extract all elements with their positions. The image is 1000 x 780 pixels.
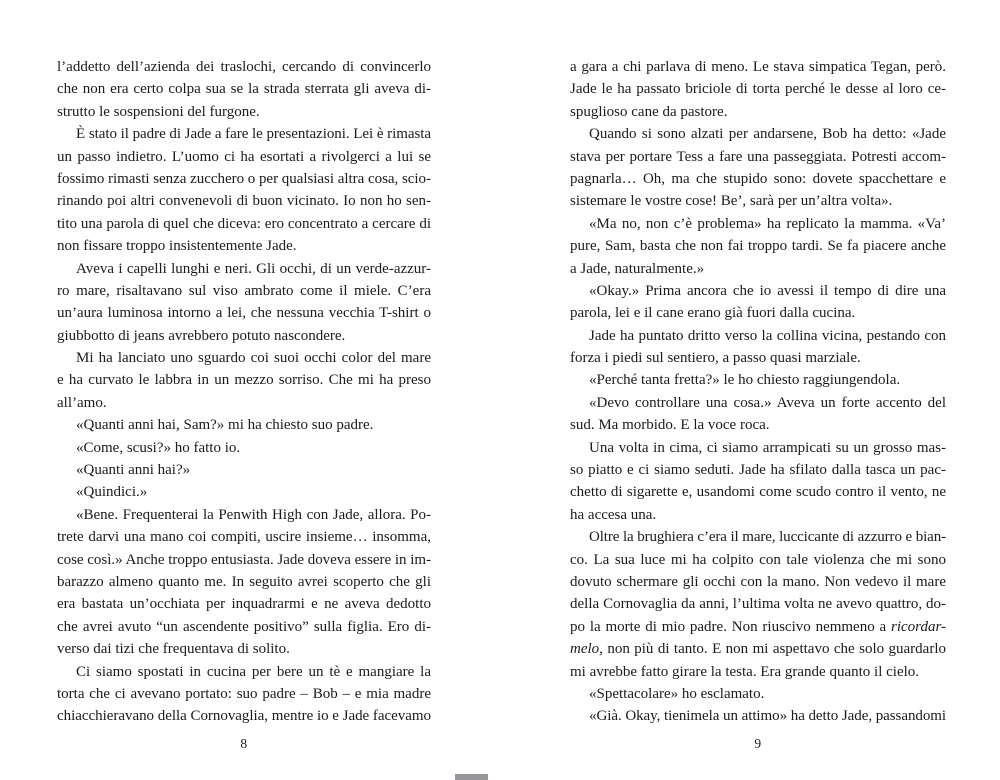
text-line-content: Jade le ha passato briciole di torta perché le desse al loro ce- bbox=[570, 81, 946, 98]
text-line bbox=[57, 638, 431, 660]
text-line bbox=[57, 616, 431, 638]
text-line bbox=[57, 369, 431, 391]
text-line-content: all’amo. bbox=[57, 394, 107, 411]
text-line bbox=[57, 481, 431, 503]
text-line-content: della Cornovaglia da anni, l’ultima volta ne avevo quattro, do- bbox=[570, 596, 946, 613]
text-line bbox=[57, 190, 431, 212]
text-line bbox=[57, 302, 431, 324]
text-line-content: po la morte di mio padre. Non riuscivo nemmeno a ricordar- bbox=[570, 618, 946, 635]
text-line bbox=[570, 571, 946, 593]
text-line-content: È stato il padre di Jade a fare le presentazioni. Lei è rimasta bbox=[76, 126, 431, 143]
text-line bbox=[57, 526, 431, 548]
text-line-content: Oltre la brughiera c’era il mare, luccicante di azzurro e bian- bbox=[589, 529, 946, 546]
text-line-content: chiacchieravano della Cornovaglia, mentre io e Jade facevamo bbox=[57, 708, 431, 725]
text-line bbox=[570, 347, 946, 369]
text-line-content: «Già. Okay, tienimela un attimo» ha detto Jade, passandomi bbox=[589, 708, 947, 725]
text-line-content: chetto di sigarette e, usandomi come scudo contro il vento, ne bbox=[570, 484, 946, 501]
text-line-content: Ci siamo spostati in cucina per bere un tè e mangiare la bbox=[76, 663, 431, 680]
text-line-content: mi avrebbe fatto girare la testa. Era grande quanto il cielo. bbox=[570, 663, 920, 680]
text-line-content: «Spettacolare» ho esclamato. bbox=[589, 685, 765, 702]
text-line-content: non fissare troppo insistentemente Jade. bbox=[57, 238, 297, 255]
text-line-content: barazzo almeno quanto me. In seguito avrei scoperto che gli bbox=[57, 573, 431, 590]
text-line bbox=[57, 325, 431, 347]
text-line-content: strutto le sospensioni del furgone. bbox=[57, 103, 260, 120]
text-line bbox=[570, 190, 946, 212]
text-line bbox=[570, 123, 946, 145]
text-line-content: «Okay.» Prima ancora che io avessi il tempo di dire una bbox=[589, 282, 946, 299]
text-line bbox=[57, 56, 431, 78]
text-line-content: «Quanti anni hai, Sam?» mi ha chiesto suo padre. bbox=[76, 417, 374, 434]
text-line bbox=[570, 414, 946, 436]
text-line-content: melo, non più di tanto. E non mi aspettavo che solo guardarlo bbox=[570, 641, 947, 658]
text-line-content: l’addetto dell’azienda dei traslochi, cercando di convincerlo bbox=[57, 59, 432, 75]
text-line-content: trete darvi una mano coi compiti, uscire insieme… insomma, bbox=[57, 529, 431, 546]
text-line-content: stava per portare Tess a fare una passeggiata. Potresti accom- bbox=[570, 148, 946, 165]
text-line bbox=[57, 392, 431, 414]
text-line-content: pure, Sam, basta che non fai troppo tardi. Se fa piacere anche bbox=[570, 238, 946, 255]
text-line-content: dovuto schermare gli occhi con la mano. Non vedevo il mare bbox=[570, 573, 946, 590]
text-line bbox=[570, 168, 946, 190]
text-line-content: parola, lei e il cane erano già fuori dalla cucina. bbox=[570, 305, 856, 322]
text-line bbox=[570, 325, 946, 347]
text-line bbox=[570, 369, 946, 391]
text-line-content: che avrei avuto “un ascendente positivo” sulla figlia. Ero di- bbox=[57, 618, 432, 635]
text-line-content: «Ma no, non c’è problema» ha replicato la mamma. «Va’ bbox=[589, 215, 946, 232]
text-line-content: sistemare le vostre cose! Be’, sarà per un’altra volta». bbox=[570, 193, 893, 210]
left-page-number: 8 bbox=[240, 735, 248, 751]
text-line bbox=[57, 123, 431, 145]
right-page-number: 9 bbox=[754, 735, 762, 751]
text-line bbox=[57, 683, 431, 705]
text-line bbox=[57, 549, 431, 571]
text-line-content: «Quanti anni hai?» bbox=[76, 462, 191, 479]
text-line-content: sud. Ma morbido. E la voce roca. bbox=[570, 417, 770, 434]
text-line-content: Quando si sono alzati per andarsene, Bob ha detto: «Jade bbox=[589, 126, 946, 143]
text-line-content: cose così.» Anche troppo entusiasta. Jade doveva essere in im- bbox=[57, 551, 432, 568]
text-line bbox=[570, 258, 946, 280]
text-line bbox=[57, 504, 431, 526]
text-line-content: torta che ci avevano portato: suo padre – Bob – e mia madre bbox=[57, 685, 431, 702]
text-line bbox=[570, 504, 946, 526]
text-line bbox=[570, 235, 946, 257]
text-line-content: «Come, scusi?» ho fatto io. bbox=[76, 439, 241, 456]
right-page bbox=[570, 56, 946, 752]
text-line-content: ro mare, risaltavano sul viso ambrato come il miele. C’era bbox=[57, 282, 431, 299]
text-line-content: rinando poi altri convenevoli di buon vicinato. Io non ho sen- bbox=[57, 193, 432, 210]
text-line bbox=[570, 593, 946, 615]
text-line-content: co. La sua luce mi ha colpito con tale violenza che mi sono bbox=[570, 551, 946, 568]
text-line bbox=[570, 683, 946, 705]
text-line bbox=[57, 459, 431, 481]
text-line-content: che non era certo colpa sua se la strada sterrata gli aveva di- bbox=[57, 81, 431, 98]
text-line-content: tito una parola di quel che diceva: ero concentrato a cercare di bbox=[57, 215, 431, 232]
left-page-text bbox=[57, 56, 431, 728]
text-line bbox=[570, 481, 946, 503]
text-line bbox=[57, 571, 431, 593]
text-line-content: «Bene. Frequenterai la Penwith High con Jade, allora. Po- bbox=[76, 506, 431, 523]
text-line-content: Aveva i capelli lunghi e neri. Gli occhi, di un verde-azzur- bbox=[76, 260, 431, 277]
text-line-content: ha accesa una. bbox=[570, 506, 657, 523]
text-line-content: spuglioso cane da pastore. bbox=[570, 103, 728, 120]
text-line bbox=[57, 168, 431, 190]
text-line bbox=[57, 213, 431, 235]
text-line bbox=[570, 549, 946, 571]
text-line-content: e ha curvato le labbra in un mezzo sorriso. Che mi ha preso bbox=[57, 372, 431, 389]
text-line bbox=[57, 78, 431, 100]
text-line-content: era bastata un’occhiata per inquadrarmi e ne aveva dedotto bbox=[57, 596, 431, 613]
text-line bbox=[57, 705, 431, 727]
text-line bbox=[570, 459, 946, 481]
text-line-content: fossimo rimasti senza zucchero o per qualsiasi altra cosa, scio- bbox=[57, 170, 431, 187]
text-line-content: a Jade, naturalmente.» bbox=[570, 260, 705, 277]
text-line-content: Jade ha puntato dritto verso la collina vicina, pestando con bbox=[589, 327, 946, 344]
text-line bbox=[570, 526, 946, 548]
text-line bbox=[57, 280, 431, 302]
right-page-text bbox=[570, 56, 946, 728]
text-line-content: Una volta in cima, ci siamo arrampicati su un grosso mas- bbox=[589, 439, 946, 456]
text-line bbox=[57, 414, 431, 436]
text-line-content: a gara a chi parlava di meno. Le stava simpatica Tegan, però. bbox=[570, 59, 947, 75]
text-line-content: un’aura luminosa intorno a lei, che nessuna vecchia T-shirt o bbox=[57, 305, 431, 322]
text-line bbox=[570, 392, 946, 414]
text-line bbox=[57, 661, 431, 683]
text-line bbox=[570, 78, 946, 100]
left-page bbox=[57, 56, 431, 752]
text-line-content: pagnarla… Oh, ma che stupido sono: dovete spacchettare e bbox=[570, 170, 946, 187]
text-line-content: verso dai tizi che frequentava di solito. bbox=[57, 641, 290, 658]
text-line-content: forza i piedi sul sentiero, a passo quasi marziale. bbox=[570, 350, 861, 367]
text-line-content: «Devo controllare una cosa.» Aveva un forte accento del bbox=[589, 394, 946, 411]
text-line bbox=[570, 56, 946, 78]
text-line bbox=[57, 593, 431, 615]
text-line bbox=[57, 258, 431, 280]
text-line-content: so piatto e ci siamo seduti. Jade ha sfilato dalla tasca un pac- bbox=[570, 462, 946, 479]
text-line bbox=[570, 705, 946, 727]
text-line bbox=[570, 213, 946, 235]
text-line bbox=[570, 616, 946, 638]
text-line bbox=[570, 280, 946, 302]
text-line bbox=[570, 101, 946, 123]
text-line bbox=[570, 302, 946, 324]
text-line-content: «Perché tanta fretta?» le ho chiesto raggiungendola. bbox=[589, 372, 901, 389]
text-line bbox=[570, 437, 946, 459]
text-line bbox=[570, 146, 946, 168]
text-line-content: giubbotto di jeans avrebbero potuto nascondere. bbox=[57, 327, 346, 344]
text-line bbox=[570, 638, 946, 660]
text-line bbox=[570, 661, 946, 683]
text-line bbox=[57, 235, 431, 257]
text-line-content: Mi ha lanciato uno sguardo coi suoi occhi color del mare bbox=[76, 350, 431, 367]
text-line bbox=[57, 146, 431, 168]
text-line bbox=[57, 437, 431, 459]
text-line bbox=[57, 101, 431, 123]
text-line bbox=[57, 347, 431, 369]
scan-artifact-bar bbox=[455, 774, 488, 780]
text-line-content: «Quindici.» bbox=[76, 484, 148, 501]
text-line-content: un passo indietro. L’uomo ci ha esortati a rivolgerci a lui se bbox=[57, 148, 431, 165]
